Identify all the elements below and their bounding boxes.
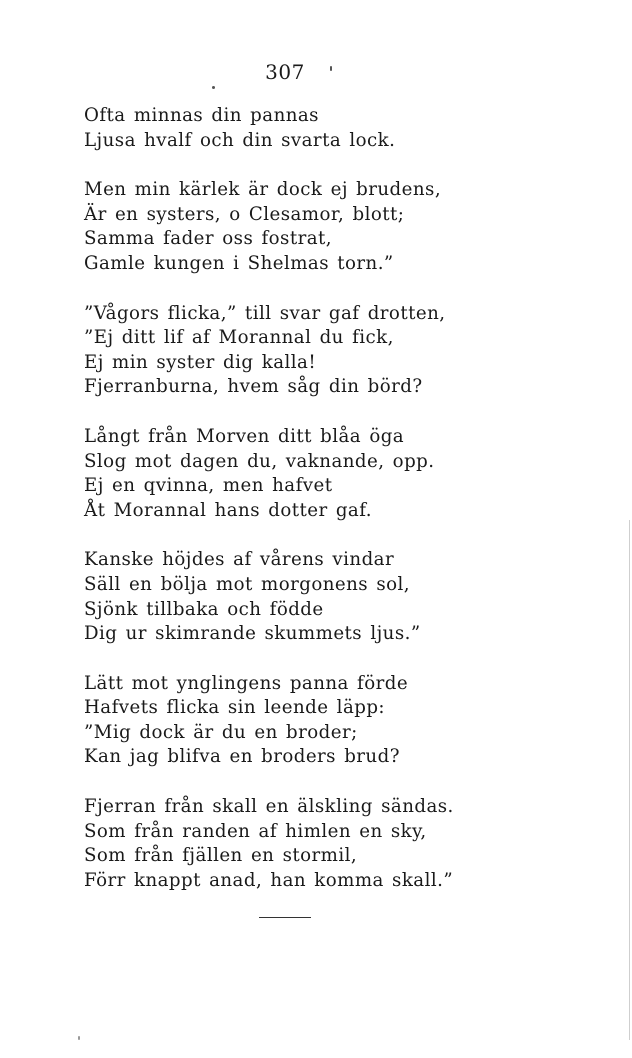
poem-line: Dig ur skimrande skummets ljus.” [84, 623, 421, 645]
stanza-2 [84, 178, 604, 276]
ink-speck [78, 1036, 80, 1040]
poem-line: Kan jag blifva en broders brud? [84, 746, 400, 768]
stanza-4 [84, 425, 604, 523]
section-end-rule [259, 917, 311, 918]
poem-line: ”Ej ditt lif af Morannal du fick, [84, 327, 394, 349]
poem-line: Gamle kungen i Shelmas torn.” [84, 252, 394, 274]
stanza-7 [84, 795, 604, 893]
poem [84, 104, 604, 918]
poem-line: Samma fader oss fostrat, [84, 228, 333, 250]
poem-line: Som från randen af himlen en sky, [84, 820, 427, 842]
page-edge-shadow [629, 520, 630, 1040]
stanza-5 [84, 548, 604, 646]
poem-line: Sjönk tillbaka och födde [84, 598, 324, 620]
stanza-1 [84, 104, 604, 153]
stanza-6 [84, 672, 604, 770]
poem-line: Som från fjällen en stormil, [84, 845, 358, 867]
poem-line: Men min kärlek är dock ej brudens, [84, 179, 442, 201]
poem-line: Ljusa hvalf och din svarta lock. [84, 129, 396, 151]
poem-line: Lätt mot ynglingens panna förde [84, 672, 409, 694]
page-number: 307 [265, 60, 305, 84]
poem-line: Ej min syster dig kalla! [84, 351, 317, 373]
poem-line: Ofta minnas din pannas [84, 105, 319, 126]
poem-line: Hafvets flicka sin leende läpp: [84, 697, 386, 719]
poem-line: Kanske höjdes af vårens vindar [84, 549, 395, 571]
poem-line: Är en systers, o Clesamor, blott; [84, 203, 405, 225]
poem-line: Långt från Morven ditt blåa öga [84, 425, 405, 447]
ink-speck [212, 86, 215, 89]
stanza-3 [84, 302, 604, 400]
poem-line: Fjerran från skall en älskling sändas. [84, 796, 454, 818]
poem-line: Fjerranburna, hvem såg din börd? [84, 376, 423, 398]
poem-line: Förr knappt anad, han komma skall.” [84, 869, 454, 891]
poem-line: ”Vågors flicka,” till svar gaf drotten, [84, 302, 446, 324]
poem-line: Slog mot dagen du, vaknande, opp. [84, 450, 435, 472]
poem-line: ”Mig dock är du en broder; [84, 721, 358, 743]
poem-line: Ej en qvinna, men hafvet [84, 475, 333, 497]
poem-line: Åt Morannal hans dotter gaf. [84, 499, 372, 521]
ink-speck [330, 66, 332, 71]
poem-line: Säll en bölja mot morgonens sol, [84, 573, 411, 595]
